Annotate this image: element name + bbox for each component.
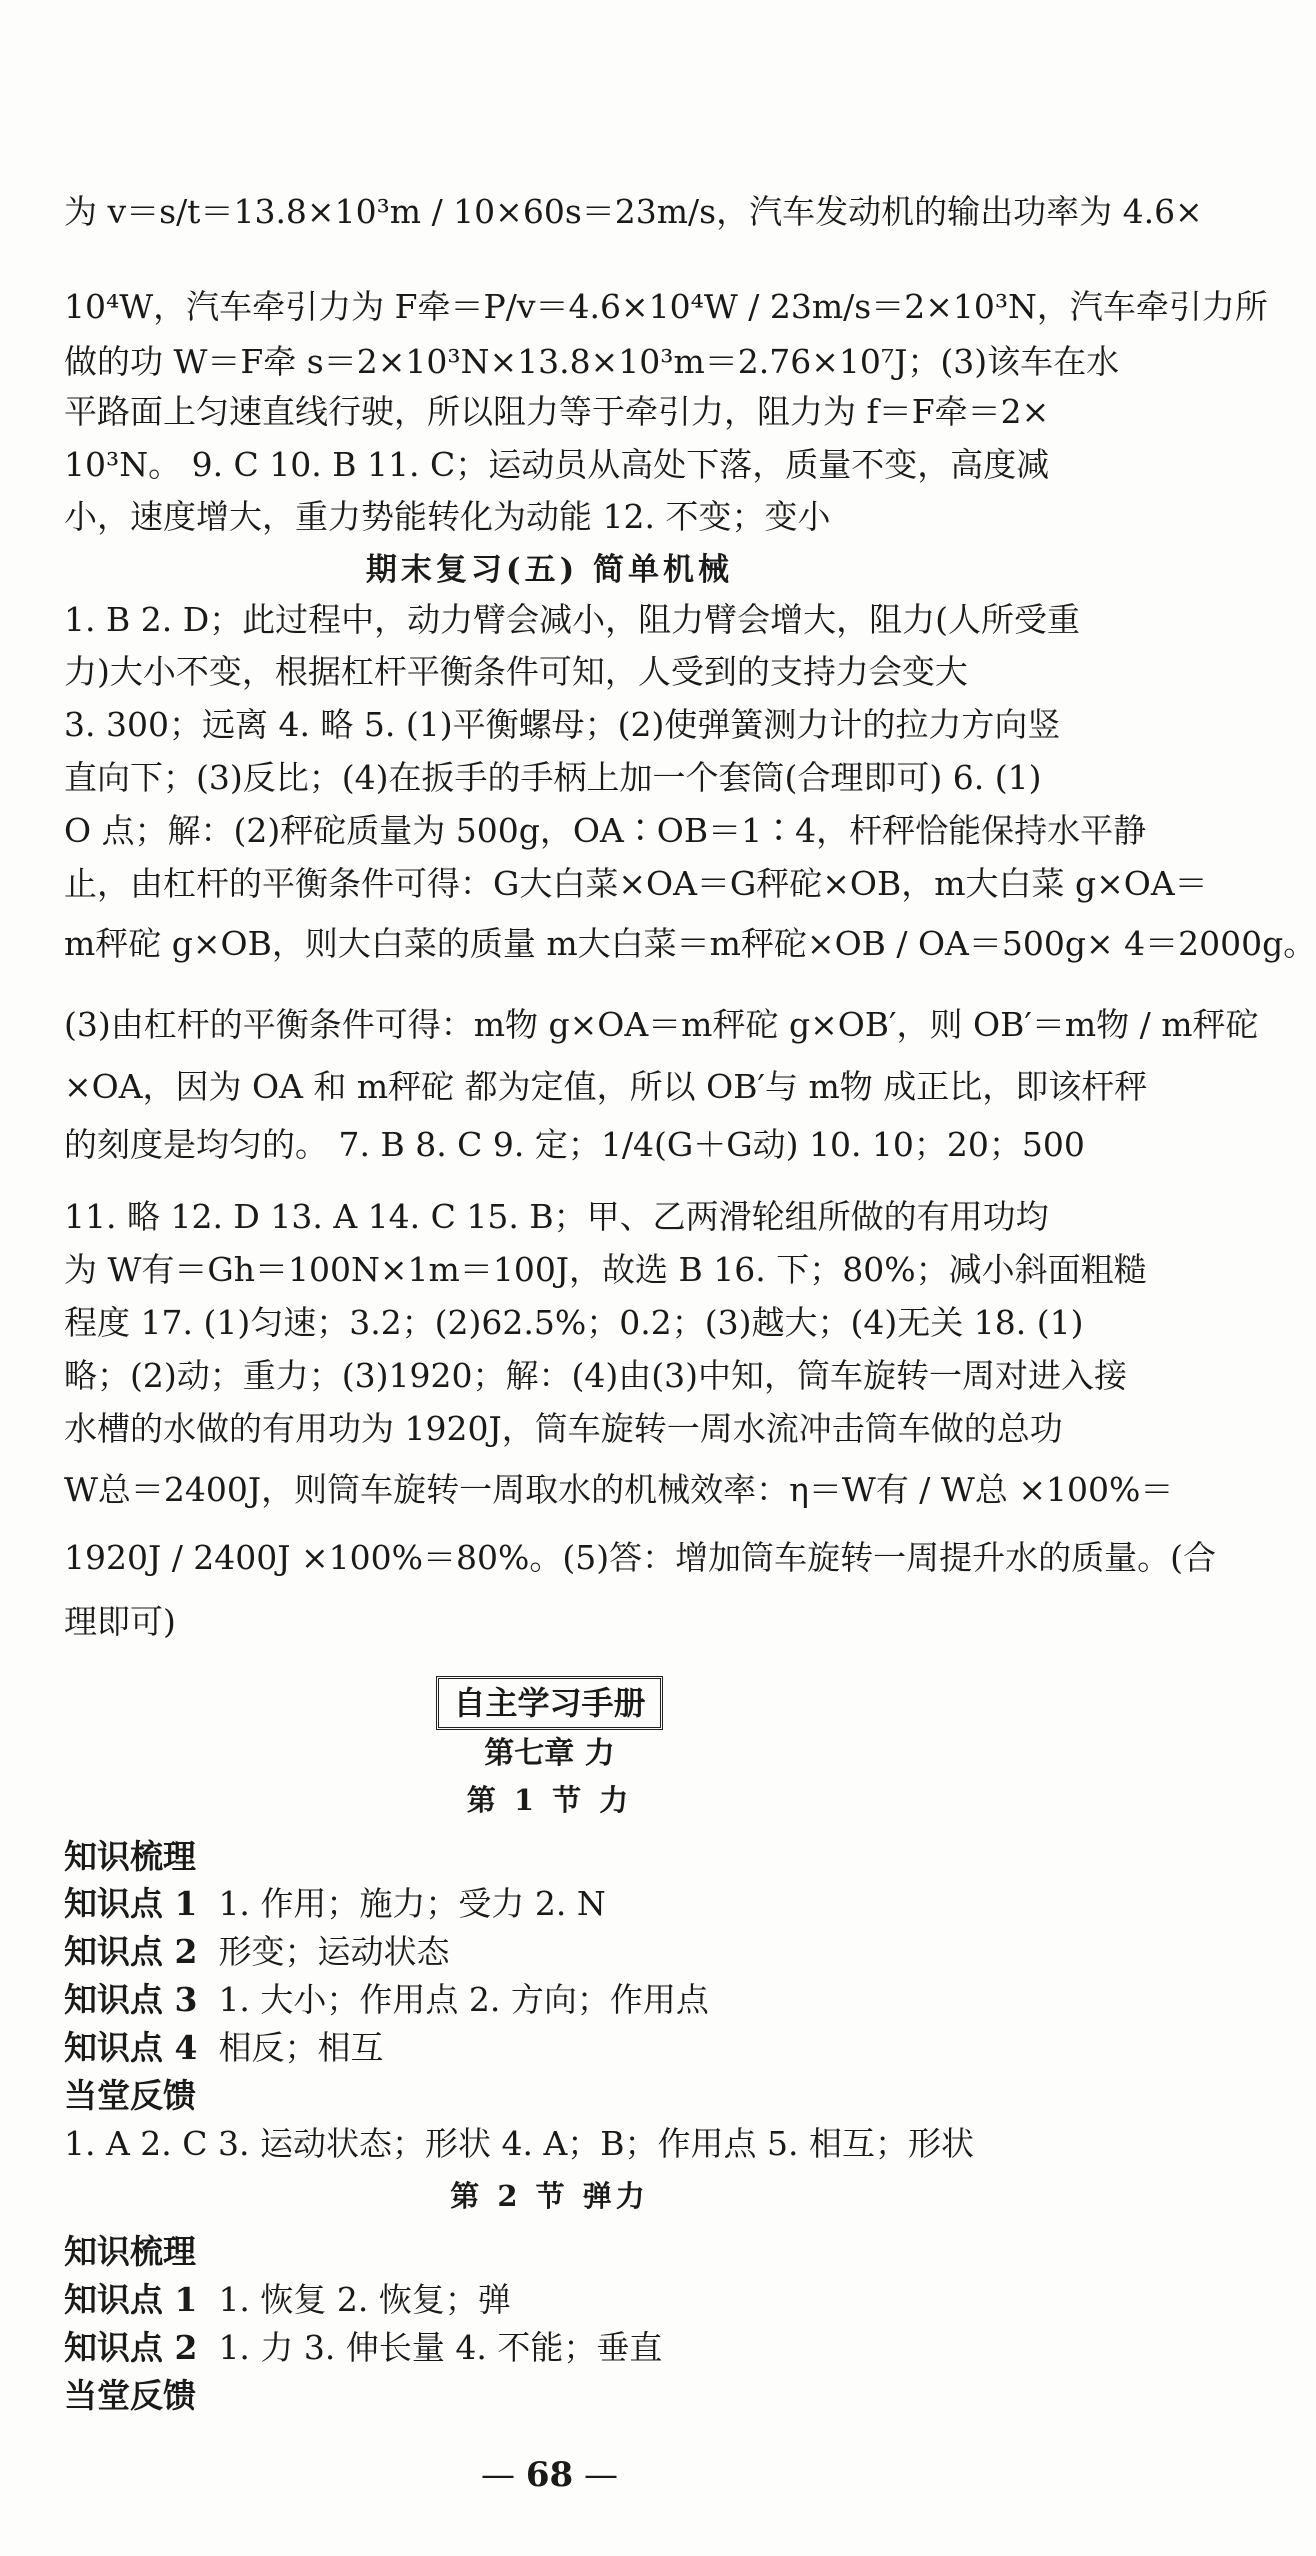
knowledge-point	[64, 2326, 1041, 2370]
text-line: 的刻度是均匀的。 7. B 8. C 9. 定；1/4(G＋G动) 10. 10；20；500	[64, 1125, 1085, 1164]
text-line: 1920J / 2400J ×100%＝80%。(5)答：增加筒车旋转一周提升水的质量。(合	[64, 1538, 1216, 1577]
heading-knowledge: 知识梳理	[64, 1837, 196, 1876]
kp-text: 相反；相互	[218, 2028, 384, 2067]
text-line: 平路面上匀速直线行驶，所以阻力等于牵引力，阻力为 f＝F牵＝2×	[64, 392, 1050, 431]
text-line: ×OA，因为 OA 和 m秤砣 都为定值，所以 OB′与 m物 成正比，即该杆秤	[64, 1067, 1148, 1106]
kp-label: 知识点 2	[64, 2328, 198, 2367]
text-line: (3)由杠杆的平衡条件可得：m物 g×OA＝m秤砣 g×OB′，则 OB′＝m物 / m秤砣	[64, 1005, 1259, 1044]
section-title: 第 1 节 力	[466, 1783, 633, 1817]
knowledge-point	[64, 1882, 1041, 1926]
kp-text: 1. 作用；施力；受力 2. N	[218, 1884, 606, 1923]
knowledge-point	[64, 2278, 1041, 2322]
kp-text: 1. 恢复 2. 恢复；弹	[218, 2280, 511, 2319]
text-line: 3. 300；远离 4. 略 5. (1)平衡螺母；(2)使弹簧测力计的拉力方向竖	[64, 705, 1061, 744]
text-line: 直向下；(3)反比；(4)在扳手的手柄上加一个套筒(合理即可) 6. (1)	[64, 758, 1042, 797]
text-line: 略；(2)动；重力；(3)1920；解：(4)由(3)中知，筒车旋转一周对进入接	[64, 1356, 1127, 1395]
page-number: — 68 —	[0, 2455, 1099, 2495]
kp-label: 知识点 1	[64, 2280, 198, 2319]
text-line: 做的功 W＝F牵 s＝2×10³N×13.8×10³m＝2.76×10⁷J；(3)该车在水	[64, 342, 1120, 381]
text-line: 小，速度增大，重力势能转化为动能 12. 不变；变小	[64, 497, 831, 536]
text-line: 11. 略 12. D 13. A 14. C 15. B；甲、乙两滑轮组所做的有用功均	[64, 1197, 1049, 1236]
text-line: 水槽的水做的有用功为 1920J，筒车旋转一周水流冲击筒车做的总功	[64, 1409, 1063, 1448]
text-line: 止，由杠杆的平衡条件可得：G大白菜×OA＝G秤砣×OB，m大白菜 g×OA＝	[64, 864, 1208, 903]
text-line: O 点；解：(2)秤砣质量为 500g，OA∶OB＝1∶4，杆秤恰能保持水平静	[64, 811, 1147, 850]
text-line: 10⁴W，汽车牵引力为 F牵＝P/v＝4.6×10⁴W / 23m/s＝2×10³N，汽车牵引力所	[64, 287, 1268, 326]
text-line: m秤砣 g×OB，则大白菜的质量 m大白菜＝m秤砣×OB / OA＝500g× 4＝2000g。	[64, 924, 1316, 963]
knowledge-point	[64, 1978, 1041, 2022]
text-line: W总＝2400J，则筒车旋转一周取水的机械效率：η＝W有 / W总 ×100%＝	[64, 1470, 1174, 1509]
kp-label: 知识点 1	[64, 1884, 198, 1923]
heading-knowledge: 知识梳理	[64, 2232, 196, 2271]
knowledge-point	[64, 1930, 1041, 1974]
text-line: 力)大小不变，根据杠杆平衡条件可知，人受到的支持力会变大	[64, 652, 968, 691]
manual-title-box	[0, 1676, 1099, 1730]
text-line: 理即可)	[64, 1602, 176, 1641]
text-line: 为 v＝s/t＝13.8×10³m / 10×60s＝23m/s，汽车发动机的输出功率为 4.6×	[64, 192, 1203, 231]
chapter-title: 第七章 力	[484, 1736, 615, 1771]
kp-label: 知识点 4	[64, 2028, 198, 2067]
kp-text: 1. 大小；作用点 2. 方向；作用点	[218, 1980, 709, 2019]
section-title: 期末复习(五) 简单机械	[365, 552, 734, 588]
kp-text: 1. 力 3. 伸长量 4. 不能；垂直	[218, 2328, 663, 2367]
text-line: 1. B 2. D；此过程中，动力臂会减小，阻力臂会增大，阻力(人所受重	[64, 600, 1081, 639]
manual-title: 自主学习手册	[436, 1676, 662, 1730]
knowledge-point	[64, 2026, 1041, 2070]
feedback-answers: 1. A 2. C 3. 运动状态；形状 4. A；B；作用点 5. 相互；形状	[64, 2124, 974, 2163]
text-line: 10³N。 9. C 10. B 11. C；运动员从高处下落，质量不变，高度减	[64, 445, 1050, 484]
text-line: 程度 17. (1)匀速；3.2；(2)62.5%；0.2；(3)越大；(4)无关 18. (1)	[64, 1303, 1084, 1342]
text-line: 为 W有＝Gh＝100N×1m＝100J，故选 B 16. 下；80%；减小斜面粗糙	[64, 1250, 1147, 1289]
section-title: 第 2 节 弹力	[450, 2179, 649, 2213]
kp-label: 知识点 2	[64, 1932, 198, 1971]
kp-text: 形变；运动状态	[218, 1932, 450, 1971]
kp-label: 知识点 3	[64, 1980, 198, 2019]
heading-feedback: 当堂反馈	[64, 2376, 196, 2415]
heading-feedback: 当堂反馈	[64, 2076, 196, 2115]
